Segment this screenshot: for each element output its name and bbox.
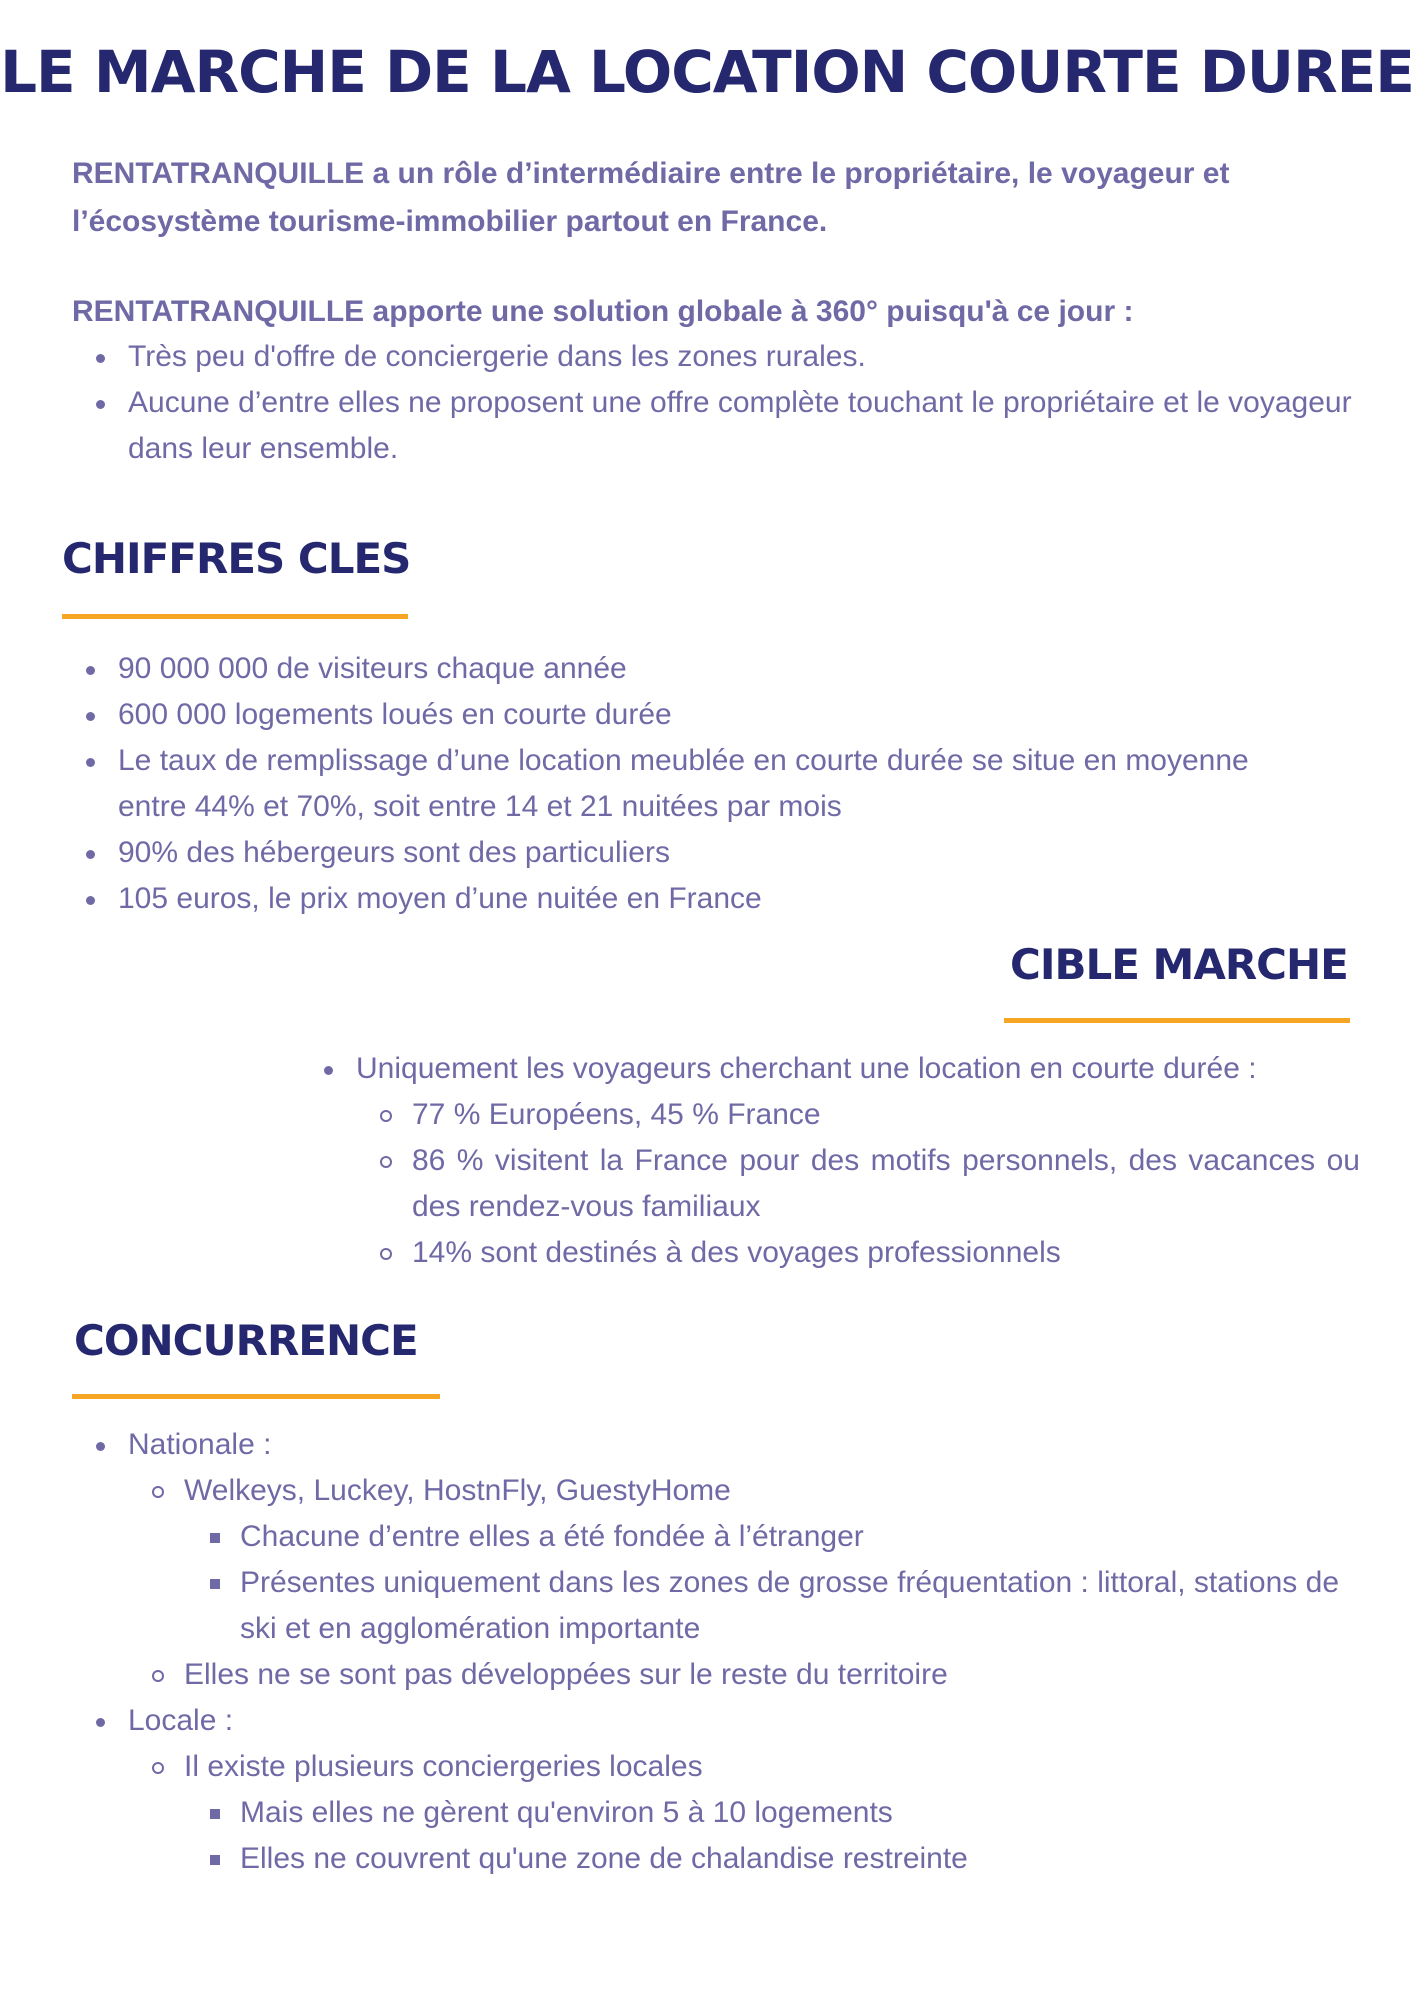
list-item: Aucune d’entre elles ne proposent une offre complète touchant le propriétaire et le voyageur dans leur ensemble.	[72, 380, 1362, 472]
page-title: LE MARCHE DE LA LOCATION COURTE DUREE	[0, 38, 1414, 106]
concurrence-list	[72, 1422, 1342, 1882]
list-item: 105 euros, le prix moyen d’une nuitée en France	[62, 876, 1262, 922]
chiffres-list	[62, 646, 1262, 922]
intro-paragraph-solution: RENTATRANQUILLE apporte une solution globale à 360° puisqu'à ce jour :	[72, 295, 1134, 328]
list-item: Très peu d'offre de conciergerie dans les zones rurales.	[72, 334, 1362, 380]
list-item: Le taux de remplissage d’une location meublée en courte durée se situe en moyenne entre 44% et 70%, soit entre 14 et 21 nuitées par mois	[62, 738, 1262, 830]
intro-paragraph-role: RENTATRANQUILLE a un rôle d’intermédiaire entre le propriétaire, le voyageur et l’écosystème tourisme-immobilier partout en France.	[72, 157, 1230, 238]
list-item: 90% des hébergeurs sont des particuliers	[62, 830, 1262, 876]
heading-underline	[62, 614, 408, 619]
list-item: 77 % Européens, 45 % France	[300, 1092, 1360, 1138]
list-item-nationale: Nationale :	[72, 1422, 1342, 1468]
section-heading-cible: CIBLE MARCHE	[1010, 940, 1348, 989]
list-item: 90 000 000 de visiteurs chaque année	[62, 646, 1262, 692]
list-item: Il existe plusieurs conciergeries locales	[72, 1744, 1342, 1790]
list-item-locale: Locale :	[72, 1698, 1342, 1744]
list-item: 86 % visitent la France pour des motifs personnels, des vacances ou des rendez-vous familiaux	[300, 1138, 1360, 1230]
list-item: Elles ne couvrent qu'une zone de chalandise restreinte	[72, 1836, 1342, 1882]
list-item: 600 000 logements loués en courte durée	[62, 692, 1262, 738]
list-item: Welkeys, Luckey, HostnFly, GuestyHome	[72, 1468, 1342, 1514]
list-item: Présentes uniquement dans les zones de grosse fréquentation : littoral, stations de ski et en agglomération importante	[72, 1560, 1342, 1652]
intro-section	[72, 150, 1362, 472]
section-heading-chiffres: CHIFFRES CLES	[62, 534, 411, 583]
section-heading-concurrence: CONCURRENCE	[74, 1316, 418, 1365]
heading-underline	[1004, 1018, 1350, 1023]
cible-list	[300, 1046, 1360, 1276]
intro-bullet-list	[72, 334, 1362, 472]
heading-underline	[72, 1394, 440, 1399]
list-item: 14% sont destinés à des voyages professionnels	[300, 1230, 1360, 1276]
list-item: Chacune d’entre elles a été fondée à l’étranger	[72, 1514, 1342, 1560]
list-item: Mais elles ne gèrent qu'environ 5 à 10 logements	[72, 1790, 1342, 1836]
list-item: Elles ne se sont pas développées sur le reste du territoire	[72, 1652, 1342, 1698]
list-item: Uniquement les voyageurs cherchant une location en courte durée :	[300, 1046, 1360, 1092]
